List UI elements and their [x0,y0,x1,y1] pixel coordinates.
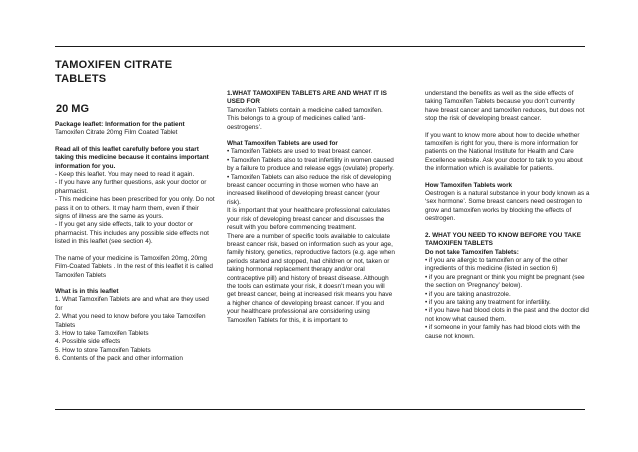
more-info-paragraph: If you want to know more about how to decide whether tamoxifen is right for you, there is more information for patients on the National Institute for Health and Care Excellence website. Ask your doctor to talk to you about the information which is available for patients. [425,131,583,173]
do-not-take-bullet: • if you have had blood clots in the past and the doctor did not know what caused them. [425,307,589,323]
read-bullet: - If you have any further questions, ask your doctor or pharmacist. [55,179,207,195]
contents-heading: What is in this leaflet [55,287,119,295]
section1-intro: Tamoxifen Tablets contain a medicine called tamoxifen. This belongs to a group of medicines called ‘anti-oestrogens’. [227,106,383,131]
do-not-take-bullet: • if you are allergic to tamoxifen or any of the other ingredients of this medicine (listed in section 6) [425,256,568,273]
how-it-works-text: Oestrogen is a natural substance in your body known as a ‘sex hormone’. Some breast cancers need oestrogen to grow and tamoxifen works by blocking the effects of oestrogen. [425,190,590,223]
do-not-take-heading: Do not take Tamoxifen Tablets: [425,248,519,256]
strength-label: 20 MG [56,103,90,115]
leaflet-heading: Package leaflet: Information for the patient [55,121,185,128]
uses-bullet: • Tamoxifen Tablets can also reduce the risk of developing breast cancer occurring in those women who have an increased likelihood of developing breast cancer (your risk). [227,173,391,206]
document-title-line2: TABLETS [55,73,107,85]
how-it-works-heading: How Tamoxifen Tablets work [425,181,513,189]
do-not-take-bullet: • if someone in your family has had blood clots with the cause not known. [425,324,581,340]
uses-bullet: • Tamoxifen Tablets also to treat infertility in women caused by a failure to produce and release eggs (ovulate) properly. [227,156,394,173]
do-not-take-bullet: • if you are taking any treatment for infertility. [425,298,551,306]
contents-item: 1. What Tamoxifen Tablets are and what are they used for [55,296,209,312]
uses-heading: What Tamoxifen Tablets are used for [227,140,338,148]
risk-paragraph: It is important that your healthcare professional calculates your risk of developing breast cancer and discusses the result with you before commencing treatment. [227,207,391,232]
do-not-take-bullet: • if you are pregnant or think you might be pregnant (see the section on ‘Pregnancy’ below). [425,273,585,290]
document-title-line1: TAMOXIFEN CITRATE [55,59,173,71]
name-note: The name of your medicine is Tamoxifen 20mg, 20mg Film-Coated Tablets . In the rest of this leaflet it is called Tamoxifen Tablets [55,254,213,279]
bottom-divider [55,409,585,410]
section1-heading: 1.WHAT TAMOXIFEN TABLETS ARE AND WHAT IT IS USED FOR [227,90,387,106]
contents-item: 4. Possible side effects [55,338,121,346]
contents-item: 6. Contents of the pack and other information [55,355,183,363]
read-carefully-heading: Read all of this leaflet carefully before you start taking this medicine because it contains important information for you. [55,145,209,170]
product-name: Tamoxifen Citrate 20mg Film Coated Tablet [55,129,178,137]
contents-item: 3. How to take Tamoxifen Tablets [55,329,149,337]
read-bullet: - Keep this leaflet. You may need to read it again. [55,171,195,179]
read-bullet: - If you get any side effects, talk to your doctor or pharmacist. This includes any possible side effects not listed in this leaflet (see section 4). [55,221,209,246]
contents-item: 5. How to store Tamoxifen Tablets [55,346,151,354]
do-not-take-bullet: • if you are taking anastrozole. [425,290,511,298]
risk-tools-paragraph: There are a number of specific tools available to calculate breast cancer risk, based on information such as your age, family history, genetics, reproductive factors (e.g. age when periods started and stopped, had children or not, taken or taking hormonal replacement therapy and/or oral contraceptive pill) and history of breast disease. Although the tools can estimate your risk, it doesn’t mean you will get breast cancer, being at increased risk means you have a higher chance of developing breast cancer. If you and your healthcare professional are considering using Tamoxifen Tablets for this, it is important to [227,232,395,324]
uses-bullet: • Tamoxifen Tablets are used to treat breast cancer. [227,148,373,156]
column-middle [227,90,395,325]
column-left [55,58,215,364]
benefits-paragraph: understand the benefits as well as the side effects of taking Tamoxifen Tablets because you don’t currently have breast cancer and tamoxifen reduces, but does not stop the risk of developing breast cancer. [425,90,585,123]
read-bullet: - This medicine has been prescribed for you only. Do not pass it on to others. It may harm them, even if their signs of illness are the same as yours. [55,196,215,221]
top-divider [55,46,585,47]
column-right [425,90,590,341]
section2-heading: 2. WHAT YOU NEED TO KNOW BEFORE YOU TAKE TAMOXIFEN TABLETS [425,231,581,248]
contents-item: 2. What you need to know before you take Tamoxifen Tablets [55,313,206,329]
